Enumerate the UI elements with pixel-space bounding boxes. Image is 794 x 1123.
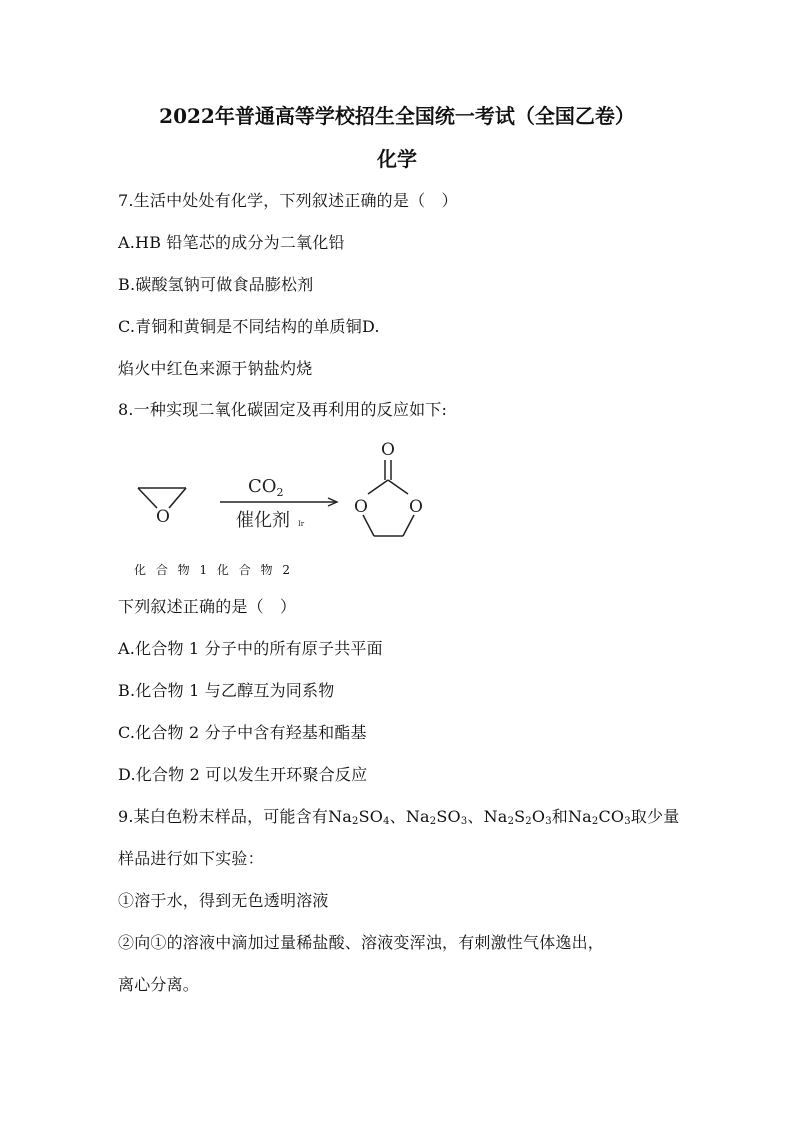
q9-stem-pre: 9.某白色粉末样品，可能含有 [118, 807, 329, 826]
subject-title: 化学 [377, 147, 417, 171]
formula-na2so4: $Na_2SO_4$ [328, 807, 390, 827]
reagent-co2: $CO_2$ [248, 476, 284, 499]
q9-stem: 9.某白色粉末样品，可能含有$Na_2SO_4$、$Na_2SO_3$、$Na_2S_2O_3$和$Na_2CO_3$取少量 [118, 807, 680, 827]
formula-na2so3: $Na_2SO_3$ [405, 807, 468, 827]
q8-option-a: A.化合物 1 分子中的所有原子共平面 [118, 639, 383, 658]
q7-option-c: C.青铜和黄铜是不同结构的单质铜D. [118, 317, 380, 336]
formula-na2s2o3: $Na_2S_2O_3$ [483, 807, 552, 827]
page-title: 2022年普通高等学校招生全国统一考试（全国乙卷） [159, 104, 635, 128]
epoxide-structure [138, 488, 186, 527]
q9-step-2-cont: 离心分离。 [118, 975, 200, 994]
reaction-diagram [130, 430, 490, 558]
q9-line2: 样品进行如下实验： [118, 849, 264, 868]
q8-option-d: D.化合物 2 可以发生开环聚合反应 [118, 765, 368, 784]
q8-option-c: C.化合物 2 分子中含有羟基和酯基 [118, 723, 367, 742]
epoxide-oxygen-label: O [156, 507, 170, 527]
q7-stem: 7.生活中处处有化学，下列叙述正确的是（ ） [118, 191, 458, 210]
q7-option-d: 焰火中红色来源于钠盐灼烧 [118, 359, 313, 378]
formula-na2co3: $Na_2CO_3$ [567, 807, 631, 827]
q9-step-1: ①溶于水，得到无色透明溶液 [118, 891, 329, 910]
q7-option-a: A.HB 铅笔芯的成分为二氧化铅 [118, 233, 345, 252]
q9-stem-post: 取少量 [630, 807, 680, 826]
carbonyl-oxygen-label: O [381, 440, 395, 460]
q7-option-b: B.碳酸氢钠可做食品膨松剂 [118, 275, 314, 294]
reaction-caption: 化 合 物 1 化 合 物 2 [134, 563, 293, 577]
ring-oxygen-right-label: O [409, 497, 423, 517]
svg-text:Ir: Ir [298, 520, 305, 528]
reaction-arrow [220, 476, 337, 531]
q8-option-b: B.化合物 1 与乙醇互为同系物 [118, 681, 335, 700]
q8-stem: 8.一种实现二氧化碳固定及再利用的反应如下: [118, 400, 448, 419]
reagent-catalyst: 催化剂 [236, 510, 290, 531]
ring-oxygen-left-label: O [354, 497, 368, 517]
q9-step-2: ②向①的溶液中滴加过量稀盐酸、溶液变浑浊，有刺激性气体逸出， [118, 933, 605, 952]
carbonate-structure [354, 440, 423, 536]
q8-prompt: 下列叙述正确的是（ ） [118, 597, 297, 616]
